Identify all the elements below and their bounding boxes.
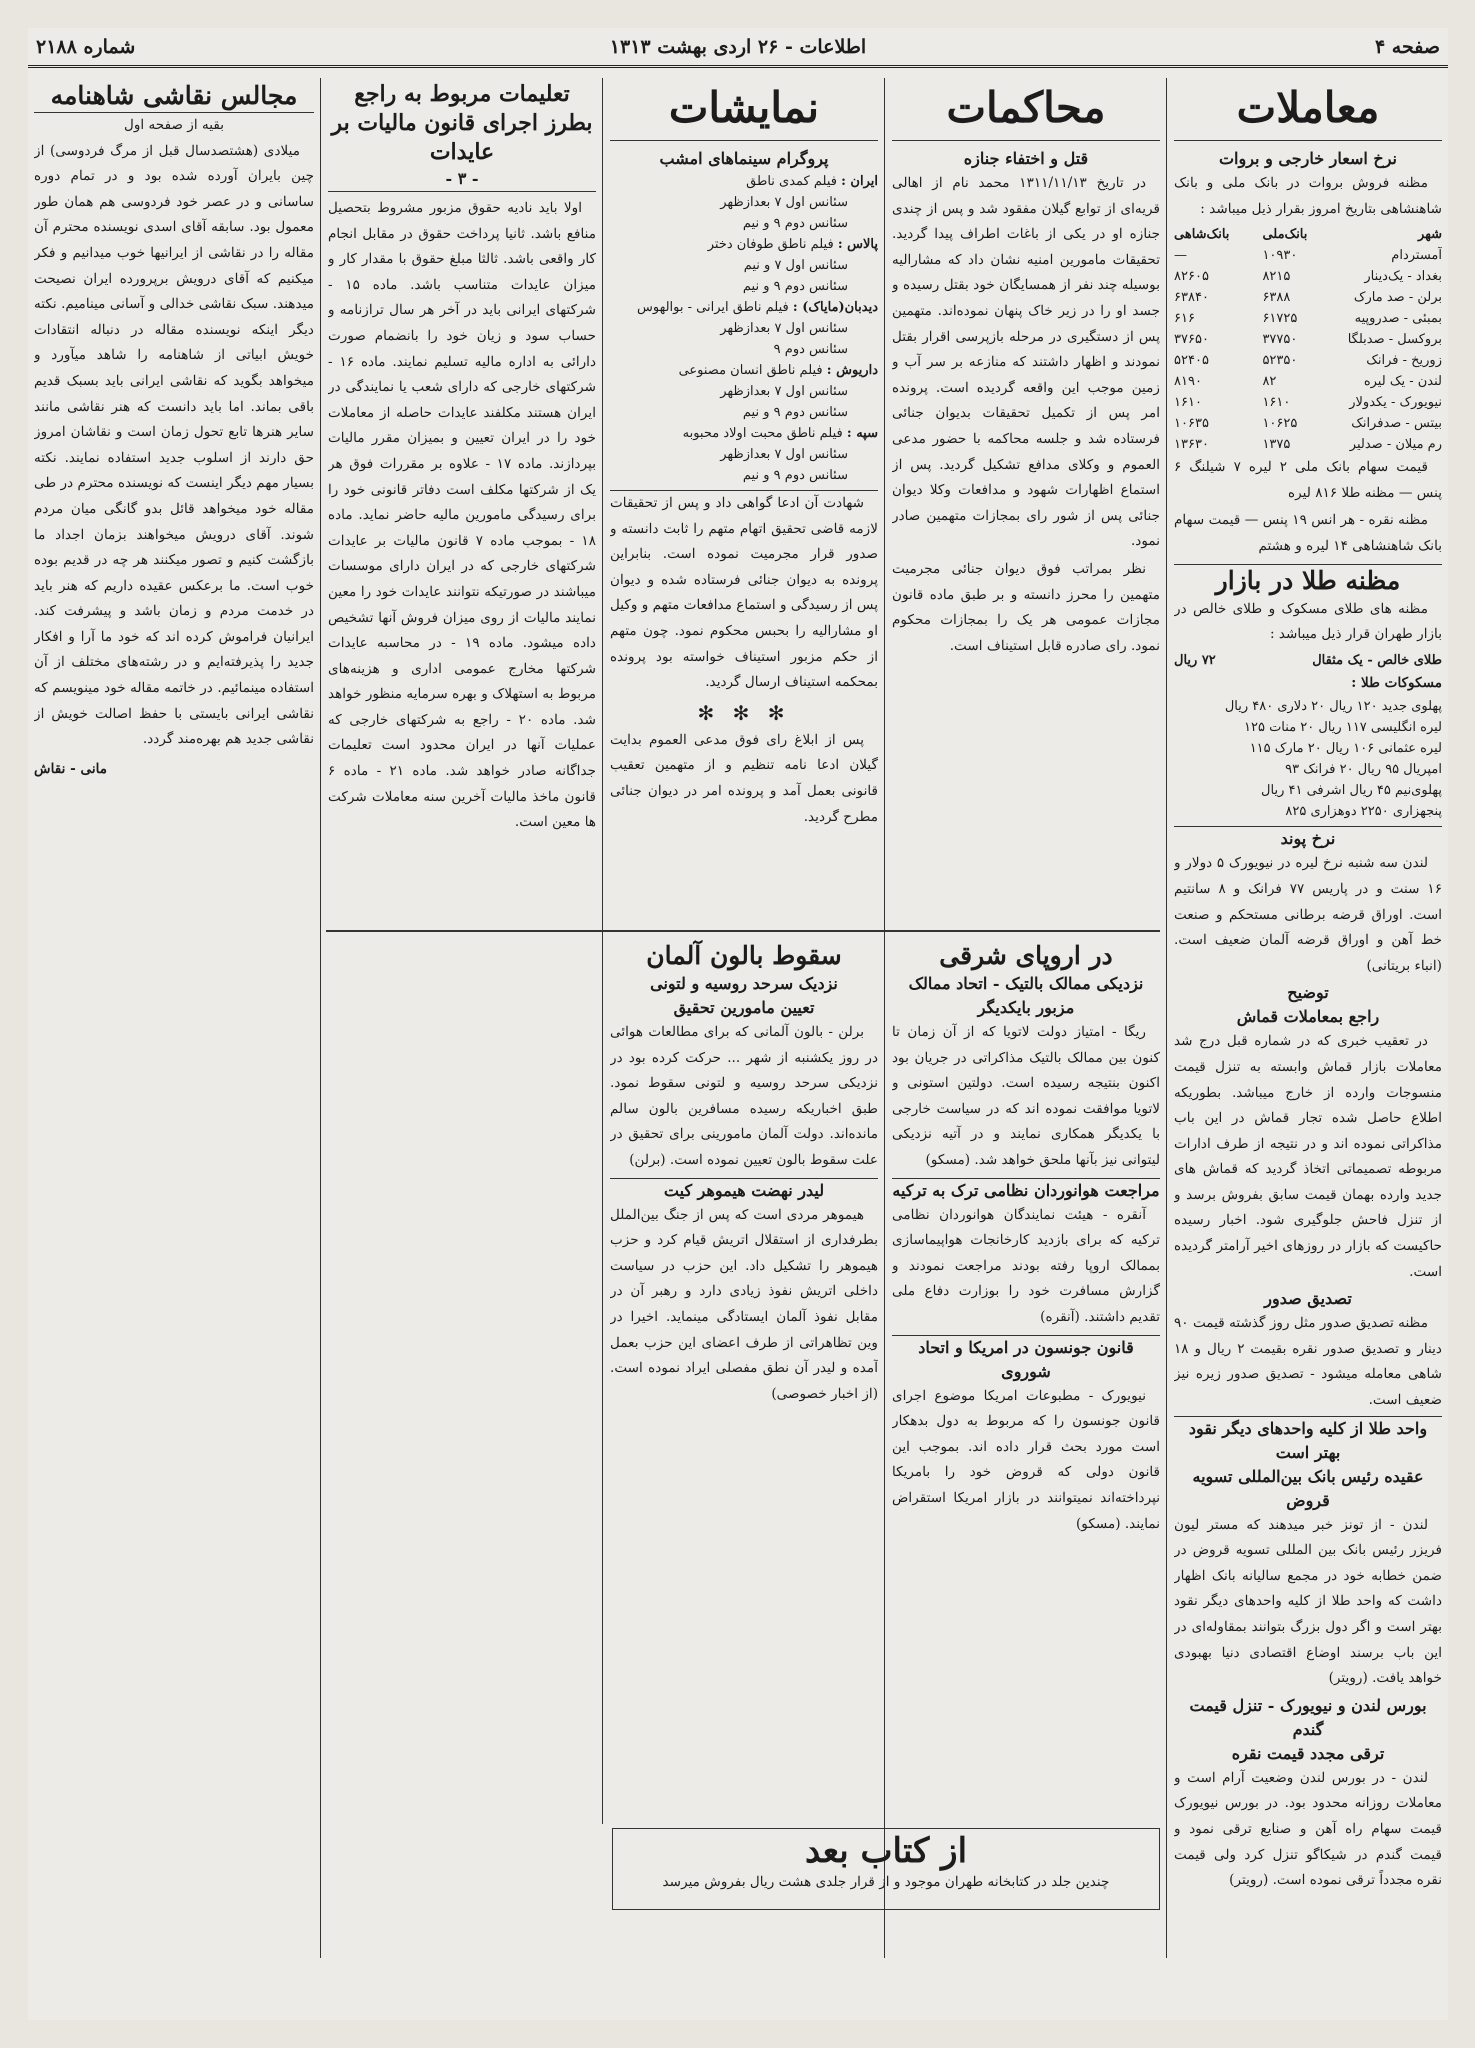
air-title: مراجعت هوانوردان نظامی ترک به ترکیه — [892, 1178, 1160, 1203]
europe-text: ریگا - امتیاز دولت لاتویا که از آن زمان تا کنون بین ممالک بالتیک مذاکراتی در جریان بود اکنون بنتیجه رسیده است. دولتین استونی و لاتویا موافقت نموده اند که در سیاست خارجی با یکدیگر همکاری نمایند و در آتیه نزدیکی لیتوانی نیز بآنها ملحق خواهد شد. (مسکو) — [892, 1024, 1160, 1168]
cinema-list — [610, 171, 878, 486]
europe-column — [892, 940, 1160, 1820]
cinema-entry — [610, 171, 878, 234]
rate-row — [1174, 245, 1442, 266]
cinema-showtime: سئانس دوم ۹ و نیم — [742, 468, 848, 483]
rate-shahi: ۸۲۶۰۵ — [1174, 269, 1209, 285]
cinema-name: پالاس : — [837, 237, 878, 252]
rate-city: برلن - صد مارک — [1353, 290, 1442, 306]
explain-text: در تعقیب خبری که در شماره قبل درج شد معاملات بازار قماش وابسته به تنزل قیمت منسوجات وارده از خارج میباشد. بطوریکه اطلاع حاصل شده تجار قماش در این باب مذاکراتی نموده اند و در نتیجه از طرف ادارات مربوطه تصمیماتی اتخاذ گردید که قماش های جدید وارده بهمان قیمت سابق بفروش برسد و از تنزل فاحش جلوگیری شود. اخبار رسیده حاکیست که بازار در روزهای اخیر آرامتر گردیده است. — [1174, 1033, 1442, 1280]
cinema-showtime: سئانس اول ۷ بعدازظهر — [720, 447, 848, 462]
program-title: پروگرام سینماهای امشب — [659, 149, 829, 168]
rate-shahi: ۳۷۶۵۰ — [1174, 332, 1209, 348]
shahnameh-column — [34, 80, 314, 1950]
bourse-text: لندن - در بورس لندن وضعیت آرام است و معاملات روزانه محدود بود. در بورس نیویورک قیمت سهام راه آهن و صنایع ترقی نمود و قیمت گندم در شیکاگو تنزل کرد ولی قیمت نقره مجدداً ترقی نموده است. (رویتر) — [1174, 1769, 1442, 1889]
europe-subtitle-1: نزدیکی ممالک بالتیک - اتحاد ممالک — [908, 974, 1144, 993]
bank-title: عقیده رئیس بانک بین‌المللی تسویه قروض — [1192, 1466, 1424, 1510]
balloon-column — [610, 940, 878, 1820]
cinema-film: فیلم ناطق انسان مصنوعی — [678, 363, 823, 378]
cinema-showtime: سئانس اول ۷ بعدازظهر — [720, 384, 848, 399]
rates-note: قیمت سهام بانک ملی ۲ لیره ۷ شیلنگ ۶ پنس — مظنه طلا ۸۱۶ لیره — [1174, 459, 1442, 501]
rate-shahi: ۱۰۶۳۵ — [1174, 416, 1209, 432]
cinema-name: ایران : — [841, 174, 878, 189]
bourse-subtitle: ترقی مجدد قیمت نقره — [1231, 1743, 1385, 1763]
rate-row — [1174, 392, 1442, 413]
tax-part: - ۳ - — [328, 167, 596, 192]
bank-text: لندن - از تونز خبر میدهند که مستر لیون فریزر رئیس بانک بین المللی تسویه قروض در ضمن خطابه خود در مجمع سالیانه بانک اظهار داشت که واحد طلا از کلیه واحدهای دیگر نقود بهتر است و اگر دول بزرگ بتوانند بمقاوله‌ای در این باب برسند اوضاع اقتصادی دنیا بهبودی خواهد یافت. (رویتر) — [1174, 1516, 1442, 1687]
rate-shahi: ۸۱۹۰ — [1174, 374, 1202, 390]
rate-city: بیتس - صدفرانک — [1351, 416, 1442, 432]
rate-row — [1174, 371, 1442, 392]
ending-text: پس از ابلاغ رای فوق مدعی العموم بدایت گیلان ادعا نامه تنظیم و از متهمین تعقیب قانونی بعمل آمد و پرونده امر در دیوان جنائی مطرح گردید. — [610, 731, 878, 825]
rate-row — [1174, 329, 1442, 350]
shows-column — [610, 80, 878, 930]
cinema-showtime: سئانس اول ۷ بعدازظهر — [720, 321, 848, 336]
page-number: صفحه ۴ — [1374, 35, 1440, 58]
cinema-film: فیلم ناطق طوفان دختر — [707, 237, 834, 252]
rate-city: رم میلان - صدلیر — [1349, 437, 1442, 453]
cinema-showtime: سئانس اول ۷ بعدازظهر — [720, 195, 848, 210]
shows-title: نمایشات — [610, 80, 878, 141]
rate-shahi: ۱۶۱۰ — [1174, 395, 1202, 411]
cinema-showtime: سئانس دوم ۹ و نیم — [742, 279, 848, 294]
cinema-name: دیدبان(مایاک) : — [792, 300, 878, 315]
rate-melli: ۳۷۷۵۰ — [1262, 332, 1298, 348]
rate-city: بروکسل - صدبلگا — [1347, 332, 1442, 348]
coins-label: مسکوکات طلا : — [1351, 674, 1442, 691]
explain-subtitle: راجع بمعاملات قماش — [1236, 1007, 1380, 1027]
rate-shahi: ۶۱۶ — [1174, 311, 1195, 327]
rate-shahi: ۵۲۴۰۵ — [1174, 353, 1209, 369]
coin-price-row: لیره انگلیسی ۱۱۷ ریال ۲۰ منات ۱۲۵ — [1243, 720, 1442, 736]
leader-title: لیدر نهضت هیموهر کیت — [610, 1178, 878, 1203]
leader-text: هیموهر مردی است که پس از جنگ بین‌الملل بطرفداری از استقلال اتریش قیام کرد و حزب هیموهر را تشکیل داد. این حزب در سیاست داخلی اتریش نفوذ زیادی دارد و رهبر آن در مقابل نفوذ آلمان ایستادگی مینماید. اخیرا در وین تظاهراتی از طرف اعضای این حزب بعمل آمده و لیدر آن نطق مفصلی ایراد نموده است. (از اخبار خصوصی) — [610, 1206, 878, 1402]
column-rule — [884, 78, 885, 1958]
rate-melli: ۱۰۶۲۵ — [1262, 416, 1298, 432]
books-title: از کتاب بعد — [804, 1831, 968, 1871]
books-box — [612, 1828, 1160, 1910]
verdict-text: نظر بمراتب فوق دیوان جنائی مجرمیت متهمین را محرز دانسته و بر طبق ماده قانون مجازات عمومی هر یک را بمجازات محکوم نمود. رای صادره قابل استیناف است. — [892, 560, 1160, 654]
masthead-date: اطلاعات - ۲۶ اردی بهشت ۱۳۱۳ — [609, 35, 867, 58]
gold-market-title: مظنه طلا در بازار — [1174, 564, 1442, 597]
rate-melli: ۸۲ — [1262, 374, 1277, 390]
rate-melli: ۸۲۱۵ — [1262, 269, 1291, 285]
transactions-title: معاملات — [1174, 80, 1442, 141]
rate-row — [1174, 434, 1442, 455]
rate-city: بغداد - یک‌دینار — [1364, 269, 1442, 285]
cinema-name: سپه : — [846, 426, 878, 441]
rate-melli: ۱۰۹۳۰ — [1262, 248, 1298, 264]
rate-city: نیویورک - یکدولار — [1349, 395, 1442, 411]
silver-note: مظنه نقره - هر انس ۱۹ پنس — قیمت سهام بانک شاهنشاهی ۱۴ لیره و هشتم — [1174, 512, 1442, 554]
johnson-text: نیویورک - مطبوعات امریکا موضوع اجرای قانون جونسون را که مربوط به دول بدهکار است مورد بحث قرار داده اند. بموجب این قانون دولی که قروض خود را بامریکا نپرداخته‌اند نمیتوانند در بازار امریکا استقراض نمایند. (مسکو) — [892, 1387, 1160, 1532]
courts-column — [892, 80, 1160, 930]
courts-title: محاکمات — [892, 80, 1160, 141]
cinema-showtime: سئانس دوم ۹ و نیم — [742, 216, 848, 231]
column-rule — [602, 934, 603, 1824]
column-rule — [602, 78, 603, 948]
cert-title: تصدیق صدور — [1264, 1289, 1352, 1309]
cinema-showtime: سئانس دوم ۹ و نیم — [742, 405, 848, 420]
cinema-entry — [610, 297, 878, 360]
coin-price-row: پهلوی‌نیم ۴۵ ریال اشرفی ۴۱ ریال — [1261, 783, 1442, 799]
gold-intro: مظنه های طلای مسکوک و طلای خالص در بازار طهران قرار ذیل میباشد : — [1174, 600, 1442, 643]
rate-row — [1174, 350, 1442, 371]
rate-melli: ۱۶۱۰ — [1262, 395, 1291, 411]
rate-melli: ۱۳۷۵ — [1262, 437, 1291, 453]
balloon-subtitle-2: تعیین مامورین تحقیق — [673, 998, 815, 1017]
rate-shahi: ۶۳۸۴۰ — [1174, 290, 1209, 306]
rates-intro: مظنه فروش بروات در بانک ملی و بانک شاهنشاهی بتاریخ امروز بقرار ذیل میباشد : — [1174, 175, 1442, 217]
balloon-text: برلن - بالون آلمانی که برای مطالعات هوائی در روز یکشنبه از شهر ... حرکت کرده بود در نزدیکی سرحد روسیه و لتونی سقوط نمود. طبق اخباریکه رسیده مسافرین بالون سالم مانده‌اند. دولت آلمان مامورینی برای تحقیق در علت سقوط بالون تعیین نموده است. (برلن) — [610, 1024, 878, 1168]
masthead — [28, 28, 1448, 68]
cinema-showtime: سئانس دوم ۹ — [773, 342, 848, 357]
rate-shahi: ۱۳۶۳۰ — [1174, 437, 1209, 453]
column-rule — [1166, 78, 1167, 1958]
shahnameh-title: مجالس نقاشی شاهنامه — [34, 80, 314, 113]
issue-number: شماره ۲۱۸۸ — [36, 35, 136, 58]
cinema-entry — [610, 423, 878, 486]
continued-text: شهادت آن ادعا گواهی داد و پس از تحقیقات لازمه قاضی تحقیق اتهام متهم را ثابت دانسته و صدور قرار مجرمیت نموده است. بنابراین پرونده به دیوان جنائی فرستاده شده و دیوان پس از رسیدگی و استماع مدافعات متهم و وکیل او مشارالیه را بحبس محکوم نمود. چون متهم از حکم مزبور استیناف خواسته بود پرونده بمحکمه استیناف ارسال گردید. — [610, 490, 878, 696]
rate-row — [1174, 308, 1442, 329]
rate-shahi: — — [1174, 248, 1188, 264]
explain-title: توضیح — [1287, 983, 1329, 1003]
rate-city: آمستردام — [1391, 248, 1442, 264]
coin-price-row: پنجهزاری ۲۲۵۰ دوهزاری ۸۲۵ — [1285, 804, 1442, 820]
cinema-film: فیلم ناطق محبت اولاد محبوبه — [682, 426, 843, 441]
rate-row — [1174, 266, 1442, 287]
tax-column — [328, 80, 596, 1950]
cinema-film: فیلم ناطق ایرانی - بوالهوس — [637, 300, 789, 315]
rates-table — [1174, 245, 1442, 455]
rate-row — [1174, 287, 1442, 308]
balloon-subtitle-1: نزدیک سرحد روسیه و لتونی — [650, 974, 838, 993]
cinema-film: فیلم کمدی ناطق — [746, 174, 837, 189]
europe-subtitle-2: مزبور بایکدیگر — [977, 998, 1075, 1017]
rate-city: لندن - یک لیره — [1363, 374, 1442, 390]
case-title: قتل و اختفاء جنازه — [963, 149, 1089, 168]
transactions-column — [1174, 80, 1442, 1960]
rate-melli: ۶۱۷۲۵ — [1262, 311, 1298, 327]
case-text: در تاریخ ۱۳۱۱/۱۱/۱۳ محمد نام از اهالی قریه‌ای از توابع گیلان مفقود شد و پس از چندی جنازه او در یکی از باغات اطراف پیدا گردید. تحقیقات مامورین امنیه نشان داد که مشارالیه بوسیله چند نفر از همسایگان خود بقتل رسیده و جسد او را در زیر خاک پنهان نموده‌اند. متهمین پس از دستگیری در مرحله بازپرسی اقرار بقتل نمودند و اظهار داشتند که منازعه بر سر آب و زمین موجب این واقعه گردیده است. پرونده امر پس از تکمیل تحقیقات بدیوان جنائی فرستاده شد و جلسه محاکمه با حضور مدعی العموم و وکلای مدافع تشکیل گردید. پس از استماع اظهارات شهود و مدافعات وکلا دیوان جنائی پس از شور رای بمجازات متهمین صادر نمود. — [892, 175, 1160, 550]
cinema-showtime: سئانس اول ۷ و نیم — [743, 258, 848, 273]
cinema-entry — [610, 360, 878, 423]
rates-title: نرخ اسعار خارجی و بروات — [1218, 149, 1398, 168]
cert-text: مظنه تصدیق صدور مثل روز گذشته قیمت ۹۰ دینار و تصدیق صدور نقره بقیمت ۲ ریال و ۱۸ شاهی معامله میشود - تصدیق صدور زیره نیز ضعیف است. — [1174, 1315, 1442, 1409]
rate-city: زوریخ - فرانک — [1366, 353, 1442, 369]
cinema-name: داریوش : — [826, 363, 878, 378]
pure-gold-row: طلای خالص - یک مثقال ۷۲ ریال — [1174, 652, 1442, 668]
shahnameh-text: میلادی (هشتصدسال قبل از مرگ فردوسی) از چین بایران آورده شده بود و در تمام دوره ساسانی و در عصر خود فردوسی هم همان طور معمول بود. سابقه آقای اسدی نویسنده محترم آن مقاله را در نقاشی از ایرانیها خوب میدانیم و فکر میکنیم که آقای درویش برپرورده ایران نصیحت میدهند. سبک نقاشی خدالی و آسانی مینامیم. نکته دیگر اینکه نویسنده مقاله در دنباله انتقادات خویش ابیاتی از شاهنامه را شاهد میآورد و میخواهد بگوید که نقاشی ایرانی باید بسبک قدیم باقی بماند. اما باید دانست که هنر نقاشی مانند سایر هنرها تابع تحول زمان است و نقاشان امروز حق دارند از اسلوب جدید استفاده نمایند. نکته بسیار مهم دیگر اینست که نویسنده محترم در طی مقاله خود میخواهد قائل بدو گانگی میان مردم شوند. آقای درویش میخواهند بزمان اجداد ما بازگشت کنیم و تصور میکنند هر چه در قدیم بوده خوب است. ما برعکس عقیده داریم که هنر باید در خدمت مردم و زمان باشد و پیشرفت کند. ایرانیان فراموش کرده اند که خود ما آرا و افکار جدید را پذیرفته‌ایم و در رشته‌های مختلف از آن استفاده مینمائیم. در خاتمه مقاله خود مینویسم که نقاشی ایرانی بایستی با حفظ اصالت خویش از نقاشی جدید هم بهره‌مند گردد. — [34, 142, 314, 748]
newspaper-page — [28, 28, 1448, 2020]
gold-unit-title: واحد طلا از کلیه واحدهای دیگر نقود بهتر است — [1174, 1416, 1442, 1465]
coin-price-row: لیره عثمانی ۱۰۶ ریال ۲۰ مارک ۱۱۵ — [1249, 741, 1442, 757]
rate-melli: ۶۳۸۸ — [1262, 290, 1291, 306]
column-rule — [320, 78, 321, 1958]
pound-text: لندن سه شنبه نرخ لیره در نیویورک ۵ دولار و ۱۶ سنت و در پاریس ۷۷ فرانک و ۸ سانتیم است. اوراق قرضه برطانی مستحکم و صنعت خط آهن و اوراق قرضه آلمان ضعیف است. (انباء بریتانی) — [1174, 855, 1442, 974]
europe-title: در اروپای شرقی — [939, 941, 1113, 970]
rate-melli: ۵۲۳۵۰ — [1262, 353, 1298, 369]
pound-title: نرخ پوند — [1174, 826, 1442, 851]
shahnameh-signature: مانی - نقاش — [34, 760, 108, 777]
tax-text: اولا باید نادیه حقوق مزبور مشروط بتحصیل منافع باشد. ثانیا پرداخت حقوق در مقابل انجام کار واقعی باشد. ثالثا مبلغ حقوق با مقدار کار و میزان عایدات متناسب باشد. ماده ۱۵ - شرکتهای ایرانی باید در آخر هر سال ترازنامه و حساب سود و زیان خود را بانضمام صورت دارائی به اداره مالیه تسلیم نمایند. ماده ۱۶ - شرکتهای خارجی که دارای شعب یا نمایندگی در ایران هستند مکلفند عایدات حاصله از معاملات خود را در ایران تعیین و بمیزان مقرر مالیات بپردازند. ماده ۱۷ - علاوه بر مقررات فوق هر یک از شرکتها مکلف است دفاتر قانونی خود را برای رسیدگی مامورین مالیه حاضر نماید. ماده ۱۸ - بموجب ماده ۷ قانون مالیات بر عایدات شرکتهای خارجی که در ایران دارای موسسات میباشند در صورتیکه نتوانند عایدات خود را معین نمایند مالیات از روی میزان فروش آنها تشخیص داده میشود. ماده ۱۹ - در محاسبه عایدات شرکتها مخارج عمومی اداری و هزینه‌های مربوط به استهلاک و بهره سرمایه منظور خواهد شد. ماده ۲۰ - راجع به شرکتهای خارجی که عملیات آنها در ایران محدود است تعلیمات جداگانه صادر خواهد شد. ماده ۲۱ - ماده ۶ قانون ماخذ مالیات آخرین سنه معاملات شرکت ها معین است. — [328, 200, 596, 831]
cinema-entry — [610, 234, 878, 297]
rate-city: بمبئی - صدروپیه — [1354, 311, 1442, 327]
johnson-title: قانون جونسون در امریکا و اتحاد شوروی — [892, 1335, 1160, 1384]
bourse-title: بورس لندن و نیویورک - تنزل قیمت گندم — [1189, 1695, 1427, 1739]
coin-price-row: امپریال ۹۵ ریال ۲۰ فرانک ۹۳ — [1285, 762, 1442, 778]
shahnameh-subtitle: بقیه از صفحه اول — [123, 117, 225, 133]
coins-list — [1174, 696, 1442, 822]
books-text: چندین جلد در کتابخانه طهران موجود و از قرار جلدی هشت ریال بفروش میرسد — [662, 1874, 1110, 1890]
tax-title: تعلیمات مربوط به راجع بطرز اجرای قانون مالیات بر عایدات — [331, 81, 593, 165]
balloon-title: سقوط بالون آلمان — [646, 941, 842, 970]
rates-header: شهر بانک‌ملی بانک‌شاهی — [1174, 227, 1442, 243]
rate-row — [1174, 413, 1442, 434]
coin-price-row: پهلوی جدید ۱۲۰ ریال ۲۰ دلاری ۴۸۰ ریال — [1224, 699, 1442, 715]
air-text: آنقره - هیئت نمایندگان هوانوردان نظامی ترکیه که برای بازدید کارخانجات هواپیماسازی بممالک اروپا رفته بودند مراجعت نمودند و گزارش مسافرت خود را بوزارت دفاع ملی تقدیم داشتند. (آنقره) — [892, 1206, 1160, 1325]
section-divider: ✻ ✻ ✻ — [697, 700, 791, 725]
